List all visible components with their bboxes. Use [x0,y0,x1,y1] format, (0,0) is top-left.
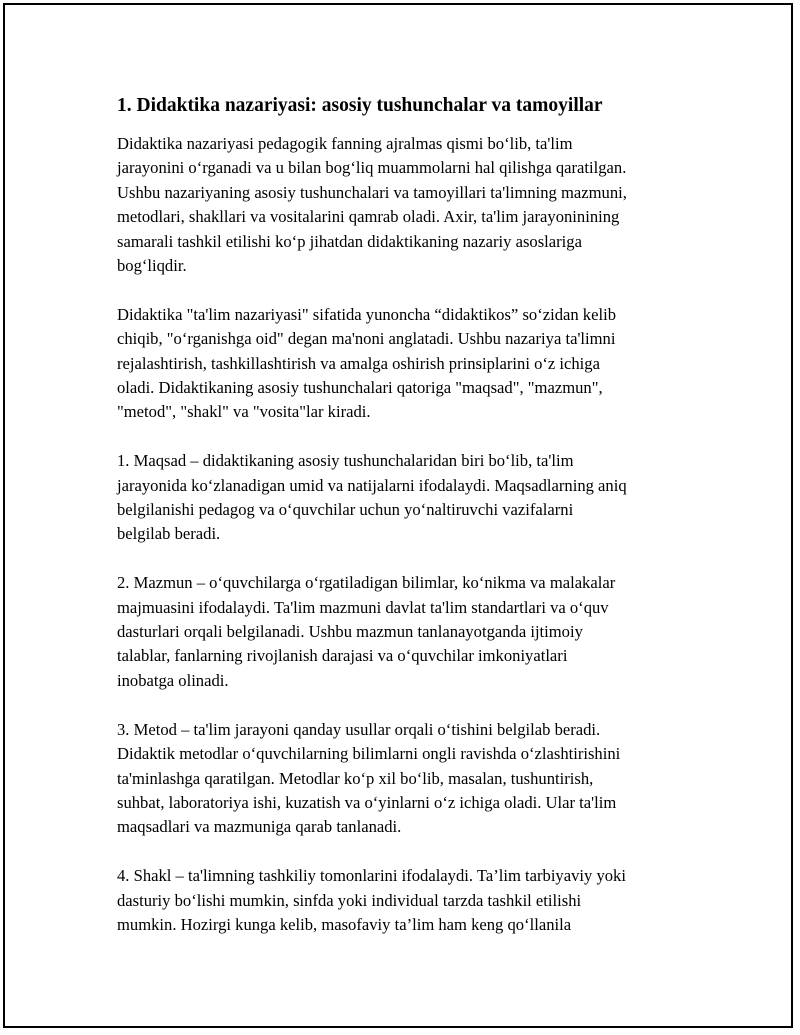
text-line: 4. Shakl – ta'limning tashkiliy tomonlarini ifodalaydi. Ta’lim tarbiyaviy yoki [117,866,626,886]
paragraph-form [117,864,697,937]
text-line: Didaktik metodlar o‘quvchilarning bilimlarni ongli ravishda o‘zlashtirishini [117,744,621,764]
text-line: 3. Metod – ta'lim jarayoni qanday usullar orqali o‘tishini belgilab beradi. [117,719,601,739]
text-line: mumkin. Hozirgi kunga kelib, masofaviy ta’lim ham keng qo‘llanila [117,914,572,934]
text-line: belgilanishi pedagog va o‘quvchilar uchun yo‘naltiruvchi vazifalarni [117,500,574,520]
text-line: belgilab beradi. [117,524,221,544]
paragraph-goal [117,449,697,547]
text-line: "metod", "shakl" va "vosita"lar kiradi. [117,402,371,422]
text-line: dasturiy bo‘lishi mumkin, sinfda yoki individual tarzda tashkil etilishi [117,890,582,910]
text-line: 2. Mazmun – o‘quvchilarga o‘rgatiladigan bilimlar, ko‘nikma va malakalar [117,573,616,593]
document-body [117,93,697,962]
text-line: bog‘liqdir. [117,256,187,276]
text-line: chiqib, "o‘rganishga oid" degan ma'noni anglatadi. Ushbu nazariya ta'limni [117,329,616,349]
text-line: Ushbu nazariyaning asosiy tushunchalari va tamoyillari ta'limning mazmuni, [117,182,627,202]
page-title: 1. Didaktika nazariyasi: asosiy tushunchalar va tamoyillar [117,95,603,116]
text-line: talablar, fanlarning rivojlanish darajasi va o‘quvchilar imkoniyatlari [117,646,568,666]
paragraph-intro [117,132,697,278]
text-line: dasturlari orqali belgilanadi. Ushbu mazmun tanlanayotganda ijtimoiy [117,622,583,642]
text-line: rejalashtirish, tashkillashtirish va amalga oshirish prinsiplarini o‘z ichiga [117,353,600,373]
text-line: jarayonida ko‘zlanadigan umid va natijalarni ifodalaydi. Maqsadlarning aniq [117,475,627,495]
text-line: jarayonini o‘rganadi va u bilan bog‘liq muammolarni hal qilishga qaratilgan. [117,158,627,178]
text-line: maqsadlari va mazmuniga qarab tanlanadi. [117,817,402,837]
paragraph-content [117,571,697,693]
text-line: suhbat, laboratoriya ishi, kuzatish va o‘yinlarni o‘z ichiga oladi. Ular ta'lim [117,792,617,812]
text-line: samarali tashkil etilishi ko‘p jihatdan didaktikaning nazariy asoslariga [117,231,582,251]
text-line: oladi. Didaktikaning asosiy tushunchalari qatoriga "maqsad", "mazmun", [117,378,603,398]
text-line: 1. Maqsad – didaktikaning asosiy tushunchalaridan biri bo‘lib, ta'lim [117,451,574,471]
paragraph-method [117,718,697,840]
text-line: inobatga olinadi. [117,670,229,690]
text-line: Didaktika nazariyasi pedagogik fanning ajralmas qismi bo‘lib, ta'lim [117,134,573,153]
text-line: metodlari, shakllari va vositalarini qamrab oladi. Axir, ta'lim jarayoninining [117,207,620,227]
text-line: Didaktika "ta'lim nazariyasi" sifatida yunoncha “didaktikos” so‘zidan kelib [117,304,616,324]
text-line: majmuasini ifodalaydi. Ta'lim mazmuni davlat ta'lim standartlari va o‘quv [117,597,609,617]
paragraph-definition [117,303,697,425]
text-line: ta'minlashga qaratilgan. Metodlar ko‘p xil bo‘lib, masalan, tushuntirish, [117,768,594,788]
